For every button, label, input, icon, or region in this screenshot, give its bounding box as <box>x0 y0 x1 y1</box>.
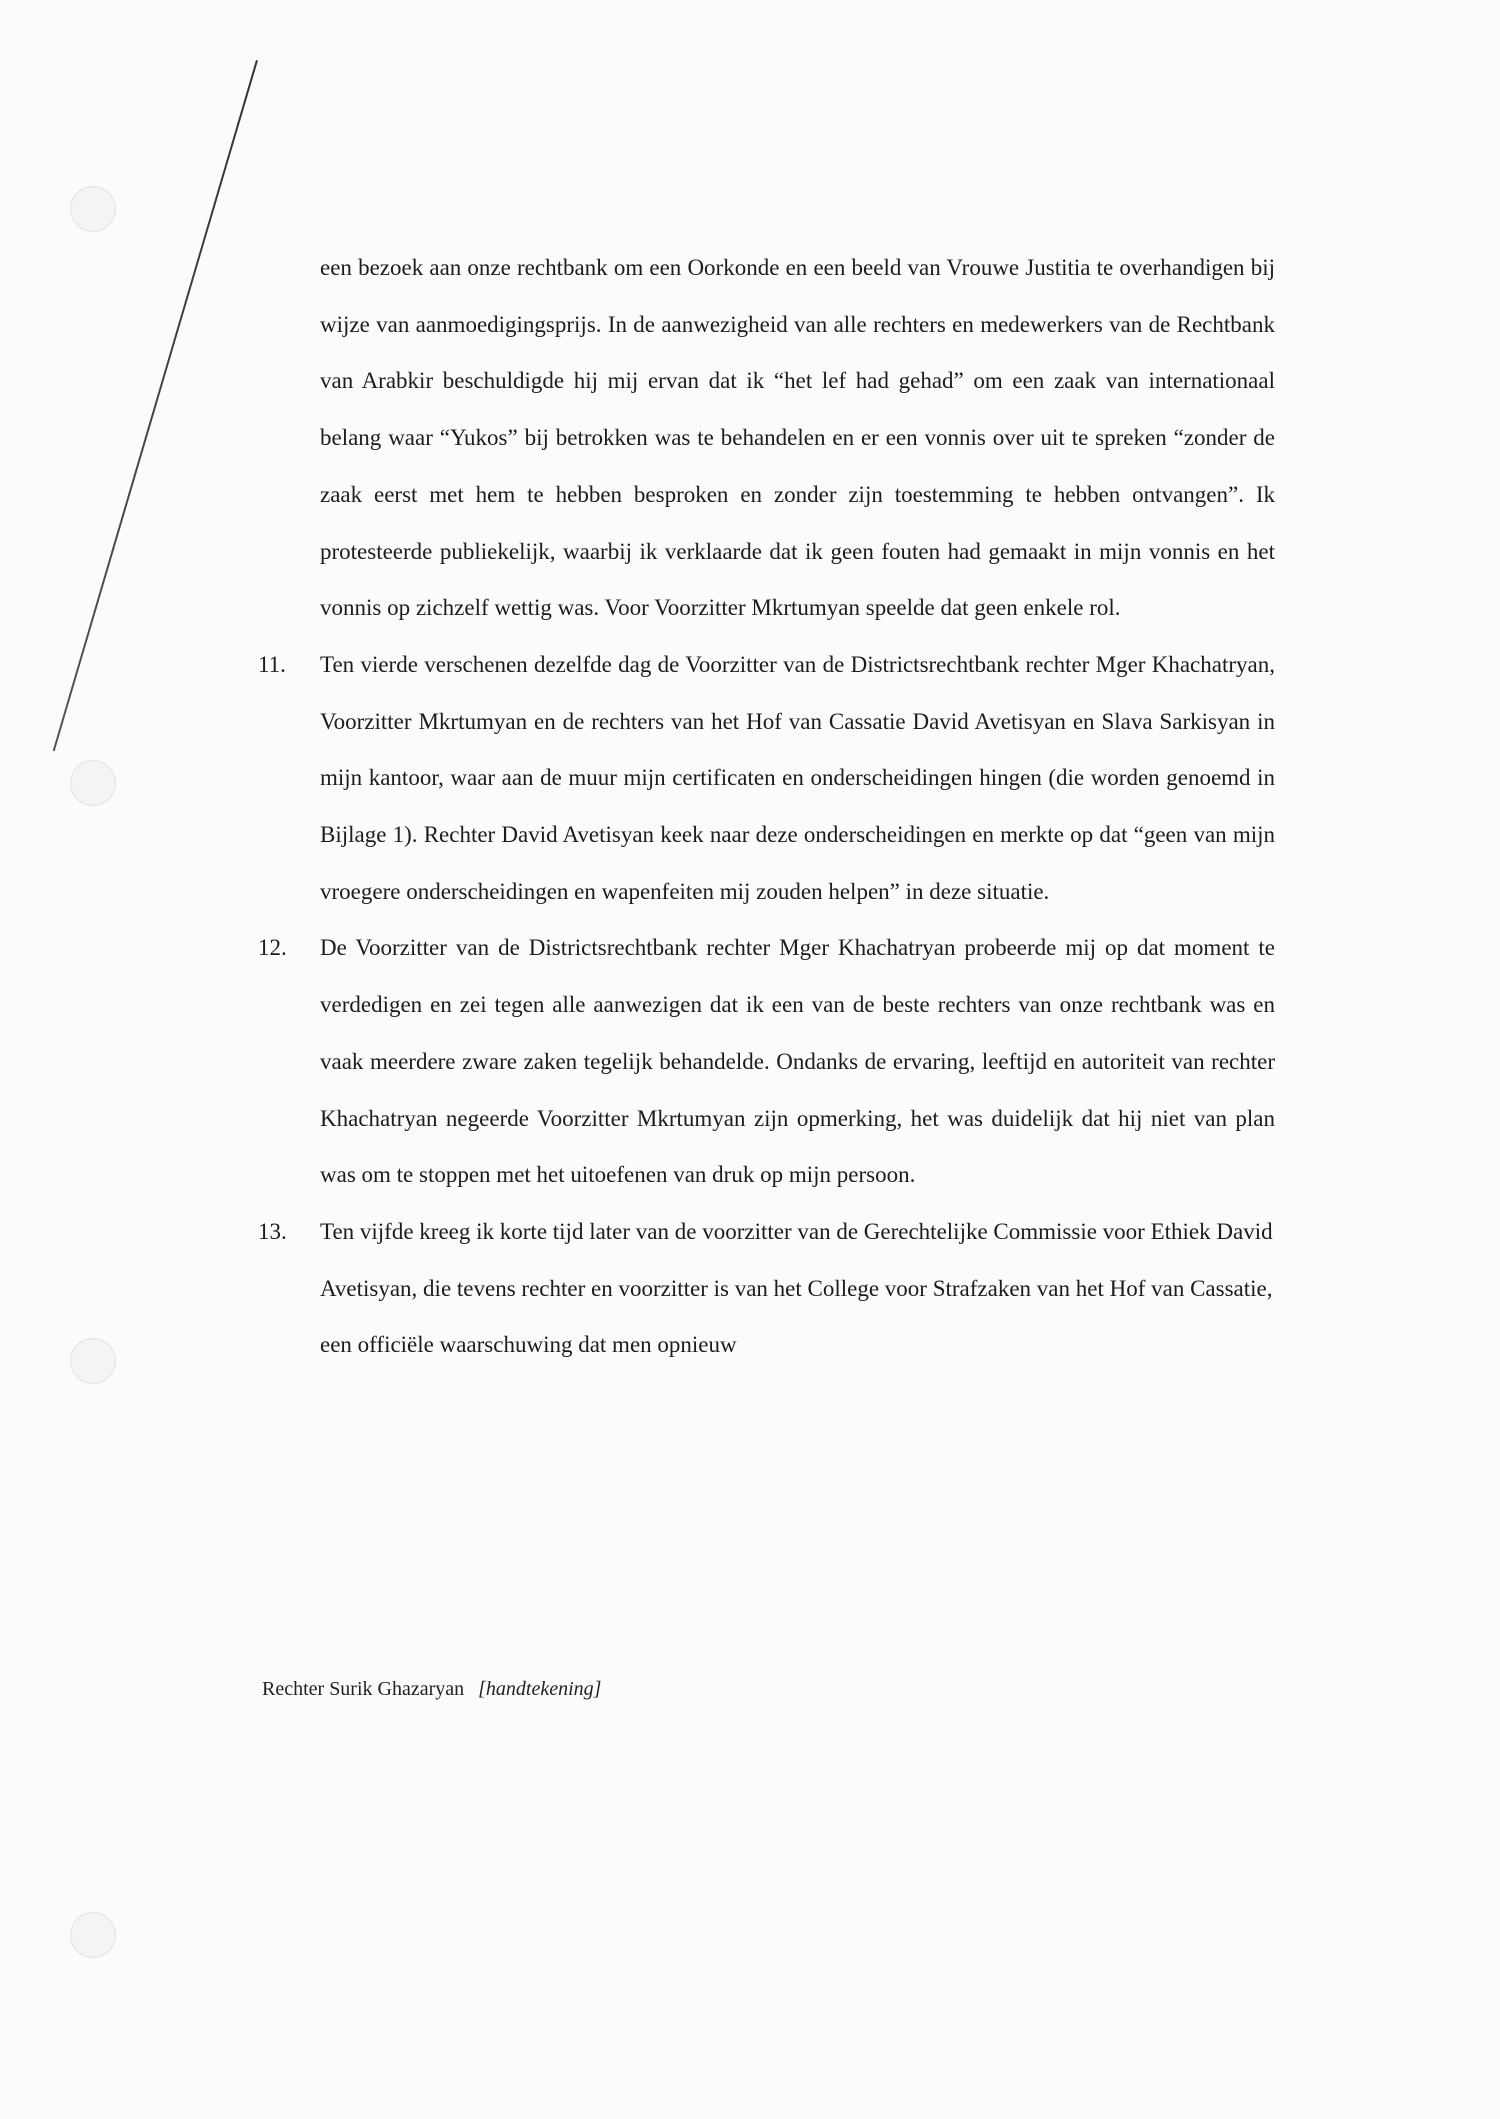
signature-placeholder: [handtekening] <box>478 1678 602 1700</box>
body-text <box>258 240 1275 1374</box>
margin-pen-line <box>53 60 258 751</box>
paragraph-number: 11. <box>258 651 286 677</box>
punch-hole-1 <box>70 186 116 232</box>
paragraph-11 <box>258 637 1275 921</box>
paragraph-number: 13. <box>258 1218 287 1244</box>
paragraph-text: een bezoek aan onze rechtbank om een Oorkonde en een beeld van Vrouwe Justitia te overhandigen bij wijze van aanmoedigingsprijs. In de aanwezigheid van alle rechters en medewerkers van de Rechtbank van Arabkir beschuldigde hij mij ervan dat ik “het lef had gehad” om een zaak van internationaal belang waar “Yukos” bij betrokken was te behandelen en er een vonnis over uit te spreken “zonder de zaak eerst met hem te hebben besproken en zonder zijn toestemming te hebben ontvangen”. Ik protesteerde publiekelijk, waarbij ik verklaarde dat ik geen fouten had gemaakt in mijn vonnis en het vonnis op zichzelf wettig was. Voor Voorzitter Mkrtumyan speelde dat geen enkele rol. <box>320 255 1275 621</box>
page-footer <box>262 1678 601 1701</box>
paragraph-text: Ten vierde verschenen dezelfde dag de Voorzitter van de Districtsrechtbank rechter Mger Khachatryan, Voorzitter Mkrtumyan en de rechters van het Hof van Cassatie David Avetisyan en Slava Sarkisyan in mijn kantoor, waar aan de muur mijn certificaten en onderscheidingen hingen (die worden genoemd in Bijlage 1). Rechter David Avetisyan keek naar deze onderscheidingen en merkte op dat “geen van mijn vroegere onderscheidingen en wapenfeiten mij zouden helpen” in deze situatie. <box>320 651 1275 904</box>
paragraph-text: Ten vijfde kreeg ik korte tijd later van de voorzitter van de Gerechtelijke Commissie voor Ethiek David Avetisyan, die tevens rechter en voorzitter is van het College voor Strafzaken van het Hof van Cassatie, een officiële waarschuwing dat men opnieuw <box>320 1218 1273 1358</box>
punch-hole-2 <box>70 760 116 806</box>
paragraph-text: De Voorzitter van de Districtsrechtbank rechter Mger Khachatryan probeerde mij op dat moment te verdedigen en zei tegen alle aanwezigen dat ik een van de beste rechters van onze rechtbank was en vaak meerdere zware zaken tegelijk behandelde. Ondanks de ervaring, leeftijd en autoriteit van rechter Khachatryan negeerde Voorzitter Mkrtumyan zijn opmerking, het was duidelijk dat hij niet van plan was om te stoppen met het uitoefenen van druk op mijn persoon. <box>320 935 1275 1188</box>
paragraph-12 <box>258 920 1275 1204</box>
paragraph-number: 12. <box>258 935 287 961</box>
paragraph-13 <box>258 1204 1275 1374</box>
punch-hole-4 <box>70 1912 116 1958</box>
paragraph-continuation <box>320 240 1275 637</box>
judge-name: Rechter Surik Ghazaryan <box>262 1678 465 1700</box>
punch-hole-3 <box>70 1338 116 1384</box>
